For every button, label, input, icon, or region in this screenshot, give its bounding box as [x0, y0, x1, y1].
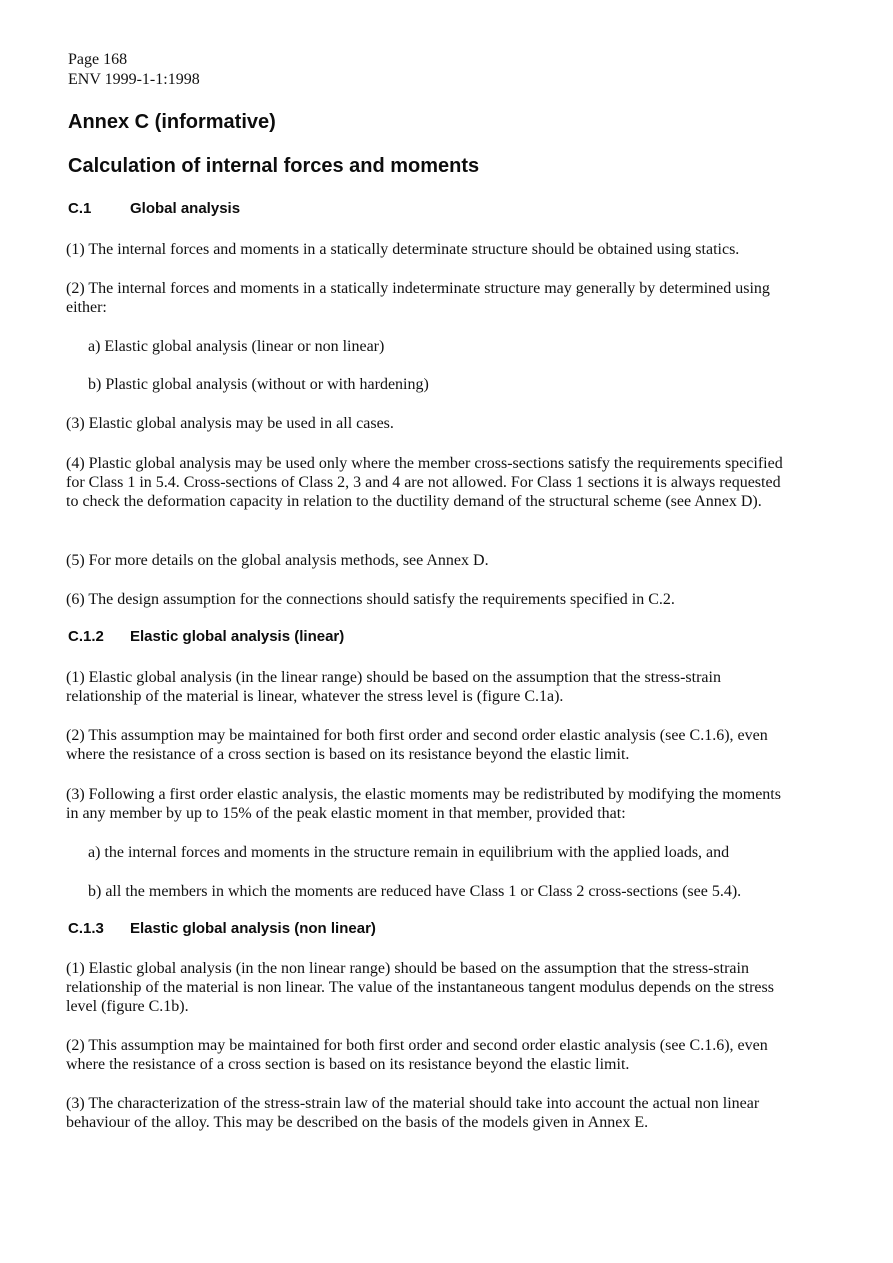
paragraph-c1-2: (2) The internal forces and moments in a statically indeterminate structure may generally by determined using either:: [66, 280, 770, 316]
standard-reference: ENV 1999-1-1:1998: [68, 71, 200, 88]
paragraph-c12-1: (1) Elastic global analysis (in the linear range) should be based on the assumption that the stress-strain relationship of the material is linear, whatever the stress level is (figure C.1a).: [66, 669, 721, 705]
paragraph-c1-1: (1) The internal forces and moments in a statically determinate structure should be obtained using statics.: [66, 241, 740, 258]
paragraph-c12-3: (3) Following a first order elastic analysis, the elastic moments may be redistributed by modifying the moments in any member by up to 15% of the peak elastic moment in that member, provided that:: [66, 786, 781, 822]
paragraph-c1-3: (3) Elastic global analysis may be used in all cases.: [66, 415, 394, 432]
section-heading-c1: [68, 199, 240, 219]
section-number: C.1.3: [68, 920, 104, 937]
section-heading-c13: [68, 919, 376, 939]
annex-title: Annex C (informative): [68, 111, 276, 133]
paragraph-c13-2: (2) This assumption may be maintained for both first order and second order elastic analysis (see C.1.6), even where the resistance of a cross section is based on its resistance beyond the elastic limit.: [66, 1037, 768, 1073]
section-number: C.1.2: [68, 628, 104, 645]
paragraph-c1-5: (5) For more details on the global analysis methods, see Annex D.: [66, 552, 489, 569]
list-item-c1-2a: a) Elastic global analysis (linear or non linear): [88, 338, 385, 355]
page-header: [68, 50, 200, 90]
paragraph-c12-2: (2) This assumption may be maintained for both first order and second order elastic analysis (see C.1.6), even where the resistance of a cross section is based on its resistance beyond the elastic limit.: [66, 727, 768, 763]
section-title: Elastic global analysis (linear): [130, 628, 345, 645]
section-heading-c12: [68, 627, 344, 647]
list-item-c12-3b: b) all the members in which the moments are reduced have Class 1 or Class 2 cross-sections (see 5.4).: [88, 883, 742, 900]
section-title: Global analysis: [130, 200, 241, 217]
section-number: C.1: [68, 200, 92, 217]
paragraph-c1-4: (4) Plastic global analysis may be used only where the member cross-sections satisfy the requirements specified for Class 1 in 5.4. Cross-sections of Class 2, 3 and 4 are not allowed. For Class 1 sections it is always requested to check the deformation capacity in relation to the ductility demand of the structural scheme (see Annex D).: [66, 455, 783, 510]
section-title: Elastic global analysis (non linear): [130, 920, 376, 937]
page-number: Page 168: [68, 51, 128, 68]
list-item-c1-2b: b) Plastic global analysis (without or with hardening): [88, 376, 429, 393]
paragraph-c13-3: (3) The characterization of the stress-strain law of the material should take into account the actual non linear behaviour of the alloy. This may be described on the basis of the models given in Annex E.: [66, 1095, 760, 1131]
list-item-c12-3a: a) the internal forces and moments in the structure remain in equilibrium with the applied loads, and: [88, 844, 730, 861]
paragraph-c13-1: (1) Elastic global analysis (in the non linear range) should be based on the assumption that the stress-strain relationship of the material is non linear. The value of the instantaneous tangent modulus depends on the stress level (figure C.1b).: [66, 960, 774, 1015]
document-title: Calculation of internal forces and moments: [68, 155, 480, 177]
paragraph-c1-6: (6) The design assumption for the connections should satisfy the requirements specified in C.2.: [66, 591, 675, 608]
